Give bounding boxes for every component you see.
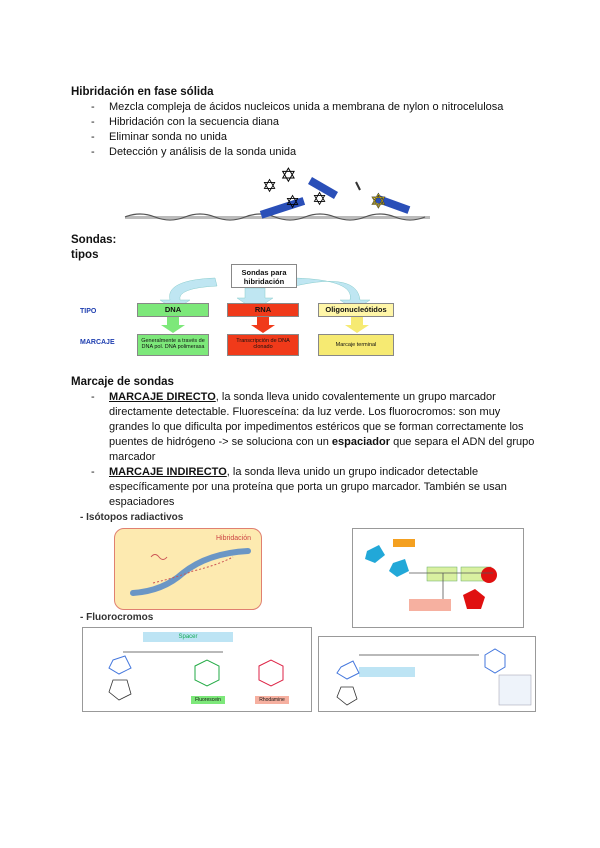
list-item bbox=[71, 390, 536, 465]
rhodamine-label: Rhodamine bbox=[255, 696, 289, 704]
list-item bbox=[71, 465, 536, 510]
marcaje-dna-box: Generalmente a través de DNA pol. DNA polimerasa bbox=[137, 334, 209, 356]
text: que separa el ADN del grupo marcador bbox=[109, 436, 535, 463]
hibridacion-label: Hibridación bbox=[215, 535, 251, 542]
star-icon: ✡ bbox=[285, 192, 301, 212]
isotope-hybridization-figure bbox=[114, 528, 262, 610]
note-fluorocromos: - Fluorocromos bbox=[80, 612, 154, 623]
term-marcaje-directo: MARCAJE DIRECTO bbox=[109, 391, 216, 403]
indirect-label-figure bbox=[318, 636, 536, 712]
fluorescein-rhodamine-figure bbox=[82, 627, 312, 712]
hibridacion-list bbox=[71, 100, 551, 160]
text: , la sonda lleva unido covalentemente un grupo marcador directamente detectable. Fluoresceína: da luz verde. Los fluorocromos: son muy grandes lo que dificulta por impedimentos estéricos que se forman correctamente los puentes de hidrógeno -> se soluciona con un bbox=[109, 391, 524, 448]
note-isotopos: - Isótopos radiactivos bbox=[80, 512, 184, 523]
marcaje-oligo-box: Marcaje terminal bbox=[318, 334, 394, 356]
type-oligo-box: Oligonucleótidos bbox=[318, 303, 394, 317]
fluorescein-label: Fluorescein bbox=[191, 696, 225, 704]
spacer-label: Spacer bbox=[143, 632, 233, 642]
star-icon: ✡ bbox=[370, 191, 387, 213]
down-arrows bbox=[137, 317, 397, 333]
molecule bbox=[353, 529, 523, 627]
star-icon: ✡ bbox=[262, 176, 278, 196]
list-item: - Hibridación con la secuencia diana bbox=[71, 115, 551, 130]
row-label-tipo: TIPO bbox=[80, 308, 97, 315]
type-rna-box: RNA bbox=[227, 303, 299, 317]
indirect-structure bbox=[319, 637, 535, 711]
probes-root-box: Sondas para hibridación bbox=[231, 264, 297, 288]
strands bbox=[123, 543, 258, 603]
section-title-hibridacion: Hibridación en fase sólida bbox=[71, 86, 214, 98]
term-marcaje-indirecto: MARCAJE INDIRECTO bbox=[109, 466, 227, 478]
section-title-sondas: Sondas: bbox=[71, 234, 117, 246]
type-dna-box: DNA bbox=[137, 303, 209, 317]
marcaje-rna-box: Transcripción de DNA clonado bbox=[227, 334, 299, 356]
star-icon: ✡ bbox=[280, 165, 297, 187]
row-label-marcaje: MARCAJE bbox=[80, 339, 115, 346]
text: , la sonda lleva unido un grupo indicador detectable específicamente por una proteína que porta un grupo marcador. También se usan espaciadores bbox=[109, 466, 507, 508]
list-item: - Eliminar sonda no unida bbox=[71, 130, 551, 145]
section-title-marcaje: Marcaje de sondas bbox=[71, 376, 174, 388]
star-icon: ✡ bbox=[312, 189, 328, 209]
bold-espaciador: espaciador bbox=[331, 436, 391, 448]
section-subtitle-tipos: tipos bbox=[71, 249, 99, 261]
membrane-hybridization-figure bbox=[120, 160, 440, 226]
marcaje-list bbox=[71, 390, 536, 510]
list-item: - Detección y análisis de la sonda unida bbox=[71, 145, 551, 160]
list-item: - Mezcla compleja de ácidos nucleicos unida a membrana de nylon o nitrocelulosa bbox=[71, 100, 551, 115]
radioactive-molecule-figure bbox=[352, 528, 524, 628]
